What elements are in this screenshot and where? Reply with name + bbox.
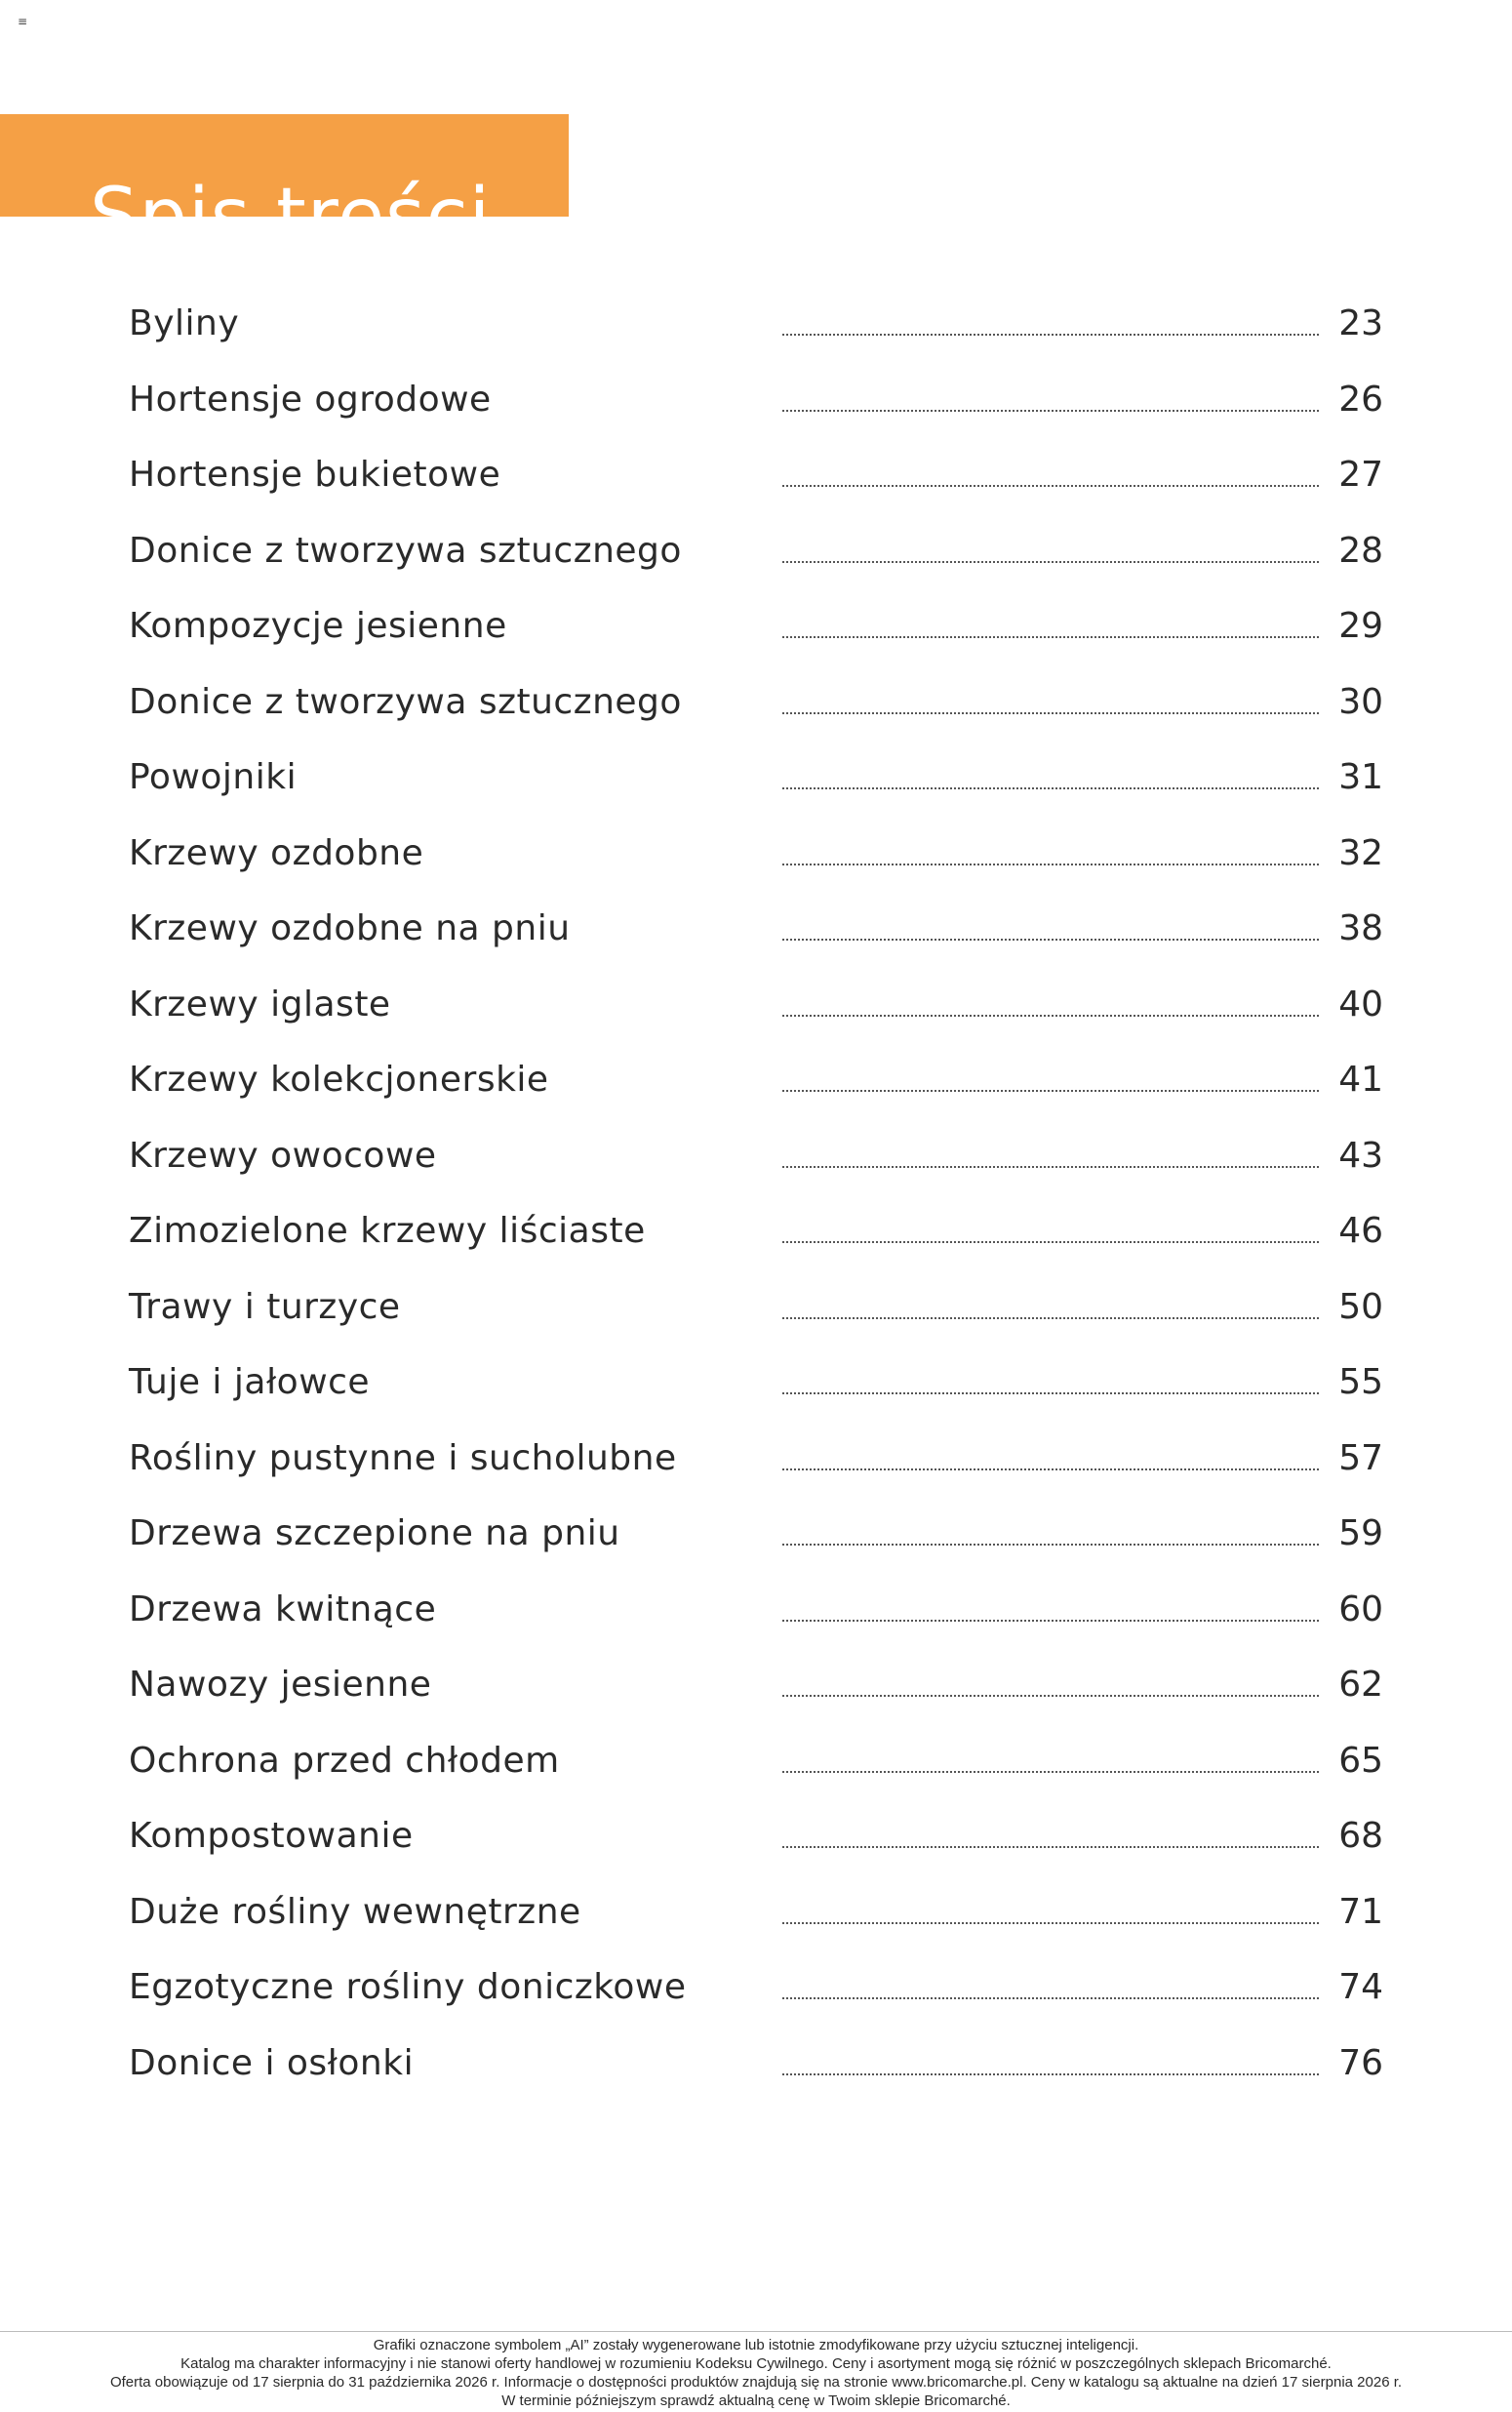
toc-dot-leader bbox=[782, 1166, 1319, 1168]
toc-entry-label: Donice i osłonki bbox=[129, 2042, 415, 2083]
toc-entry-label: Trawy i turzyce bbox=[129, 1286, 401, 1327]
toc-entry[interactable] bbox=[129, 824, 1383, 883]
toc-dot-leader bbox=[782, 864, 1319, 865]
toc-entry[interactable] bbox=[129, 976, 1383, 1034]
toc-entry[interactable] bbox=[129, 597, 1383, 656]
toc-entry[interactable] bbox=[129, 371, 1383, 429]
toc-dot-leader bbox=[782, 1620, 1319, 1622]
toc-entry[interactable] bbox=[129, 2034, 1383, 2093]
toc-entry-page-number: 43 bbox=[1338, 1135, 1383, 1176]
toc-entry-page-number: 50 bbox=[1338, 1286, 1383, 1327]
toc-entry[interactable] bbox=[129, 900, 1383, 958]
toc-entry-page-number: 29 bbox=[1338, 606, 1383, 646]
footer-disclaimer bbox=[0, 2336, 1512, 2410]
toc-entry-page-number: 62 bbox=[1338, 1665, 1383, 1705]
toc-entry-label: Hortensje ogrodowe bbox=[129, 379, 492, 420]
toc-dot-leader bbox=[782, 1922, 1319, 1924]
toc-entry-page-number: 26 bbox=[1338, 379, 1383, 420]
toc-entry[interactable] bbox=[129, 1429, 1383, 1488]
toc-entry[interactable] bbox=[129, 1883, 1383, 1942]
toc-entry[interactable] bbox=[129, 1505, 1383, 1563]
toc-entry[interactable] bbox=[129, 673, 1383, 732]
toc-dot-leader bbox=[782, 1997, 1319, 1999]
toc-dot-leader bbox=[782, 2073, 1319, 2075]
toc-dot-leader bbox=[782, 1468, 1319, 1470]
toc-entry[interactable] bbox=[129, 295, 1383, 353]
toc-entry-page-number: 65 bbox=[1338, 1740, 1383, 1781]
toc-entry[interactable] bbox=[129, 1278, 1383, 1337]
toc-dot-leader bbox=[782, 410, 1319, 412]
toc-entry-page-number: 46 bbox=[1338, 1211, 1383, 1251]
toc-entry-label: Krzewy ozdobne na pniu bbox=[129, 908, 571, 948]
footer-line-offer-validity: Oferta obowiązuje od 17 sierpnia do 31 października 2026 r. Informacje o dostępności produktów znajdują się na stronie www.bricomarche.pl. Ceny w katalogu są aktualne na dzień 17 sierpnia 2026 r. bbox=[109, 2374, 1403, 2391]
toc-entry-label: Krzewy kolekcjonerskie bbox=[129, 1060, 549, 1100]
toc-entry[interactable] bbox=[129, 748, 1383, 807]
title-banner bbox=[0, 114, 569, 261]
toc-dot-leader bbox=[782, 1771, 1319, 1773]
toc-entry-page-number: 23 bbox=[1338, 303, 1383, 343]
toc-entry[interactable] bbox=[129, 1202, 1383, 1261]
toc-dot-leader bbox=[782, 636, 1319, 638]
toc-entry[interactable] bbox=[129, 1127, 1383, 1186]
toc-dot-leader bbox=[782, 1846, 1319, 1848]
footer-line-price-check: W terminie późniejszym sprawdź aktualną cenę w Twoim sklepie Bricomarché. bbox=[501, 2392, 1011, 2409]
toc-entry-page-number: 74 bbox=[1338, 1967, 1383, 2007]
toc-entry-page-number: 71 bbox=[1338, 1891, 1383, 1932]
toc-entry-page-number: 41 bbox=[1338, 1060, 1383, 1100]
page-title: Spis treści bbox=[90, 173, 492, 261]
toc-entry[interactable] bbox=[129, 1732, 1383, 1790]
toc-entry[interactable] bbox=[129, 1807, 1383, 1866]
toc-entry-label: Hortensje bukietowe bbox=[129, 455, 501, 495]
toc-dot-leader bbox=[782, 1015, 1319, 1017]
toc-entry-page-number: 30 bbox=[1338, 681, 1383, 722]
toc-entry-label: Krzewy iglaste bbox=[129, 984, 391, 1025]
toc-entry-page-number: 68 bbox=[1338, 1816, 1383, 1856]
toc-entry-page-number: 60 bbox=[1338, 1588, 1383, 1629]
toc-entry-page-number: 55 bbox=[1338, 1362, 1383, 1402]
toc-entry-label: Powojniki bbox=[129, 757, 298, 797]
footer-divider bbox=[0, 2331, 1512, 2332]
toc-dot-leader bbox=[782, 787, 1319, 789]
toc-entry-page-number: 28 bbox=[1338, 530, 1383, 571]
toc-entry-label: Zimozielone krzewy liściaste bbox=[129, 1211, 646, 1251]
toc-entry-label: Nawozy jesienne bbox=[129, 1665, 432, 1705]
toc-dot-leader bbox=[782, 485, 1319, 487]
footer-line-ai-notice: Grafiki oznaczone symbolem „AI” zostały wygenerowane lub istotnie zmodyfikowane przy użyciu sztucznej inteligencji. bbox=[373, 2337, 1139, 2353]
toc-entry-page-number: 32 bbox=[1338, 832, 1383, 873]
toc-dot-leader bbox=[782, 334, 1319, 336]
toc-entry-label: Donice z tworzywa sztucznego bbox=[129, 530, 682, 571]
toc-dot-leader bbox=[782, 1544, 1319, 1546]
toc-entry-page-number: 57 bbox=[1338, 1437, 1383, 1478]
toc-entry-page-number: 59 bbox=[1338, 1513, 1383, 1553]
toc-entry[interactable] bbox=[129, 1051, 1383, 1109]
toc-entry-label: Duże rośliny wewnętrzne bbox=[129, 1891, 581, 1932]
toc-entry[interactable] bbox=[129, 522, 1383, 581]
toc-entry-label: Rośliny pustynne i sucholubne bbox=[129, 1437, 677, 1478]
toc-entry-label: Egzotyczne rośliny doniczkowe bbox=[129, 1967, 687, 2007]
toc-dot-leader bbox=[782, 1241, 1319, 1243]
toc-entry-page-number: 38 bbox=[1338, 908, 1383, 948]
toc-dot-leader bbox=[782, 939, 1319, 941]
toc-entry-page-number: 27 bbox=[1338, 455, 1383, 495]
toc-entry-label: Kompostowanie bbox=[129, 1816, 414, 1856]
toc-entry[interactable] bbox=[129, 1958, 1383, 2017]
toc-entry[interactable] bbox=[129, 1353, 1383, 1412]
toc-entry-label: Krzewy ozdobne bbox=[129, 832, 424, 873]
toc-dot-leader bbox=[782, 1317, 1319, 1319]
toc-entry[interactable] bbox=[129, 1581, 1383, 1639]
toc-entry-label: Drzewa szczepione na pniu bbox=[129, 1513, 620, 1553]
toc-entry-page-number: 31 bbox=[1338, 757, 1383, 797]
toc-entry-label: Ochrona przed chłodem bbox=[129, 1740, 560, 1781]
footer-line-catalog-notice: Katalog ma charakter informacyjny i nie stanowi oferty handlowej w rozumieniu Kodeksu Cywilnego. Ceny i asortyment mogą się różnić w poszczególnych sklepach Bricomarché. bbox=[180, 2355, 1332, 2372]
toc-dot-leader bbox=[782, 712, 1319, 714]
toc-entry-label: Tuje i jałowce bbox=[129, 1362, 371, 1402]
toc-dot-leader bbox=[782, 1392, 1319, 1394]
toc-entry-label: Donice z tworzywa sztucznego bbox=[129, 681, 682, 722]
toc-entry-label: Drzewa kwitnące bbox=[129, 1588, 437, 1629]
toc-entry[interactable] bbox=[129, 446, 1383, 504]
toc-dot-leader bbox=[782, 561, 1319, 563]
toc-entry-page-number: 76 bbox=[1338, 2042, 1383, 2083]
corner-menu-icon: ≡ bbox=[18, 15, 28, 28]
toc-entry-page-number: 40 bbox=[1338, 984, 1383, 1025]
toc-entry-label: Byliny bbox=[129, 303, 240, 343]
toc-entry[interactable] bbox=[129, 1656, 1383, 1714]
toc-entry-label: Krzewy owocowe bbox=[129, 1135, 437, 1176]
toc-dot-leader bbox=[782, 1695, 1319, 1697]
toc-entry-label: Kompozycje jesienne bbox=[129, 606, 507, 646]
toc-dot-leader bbox=[782, 1090, 1319, 1092]
